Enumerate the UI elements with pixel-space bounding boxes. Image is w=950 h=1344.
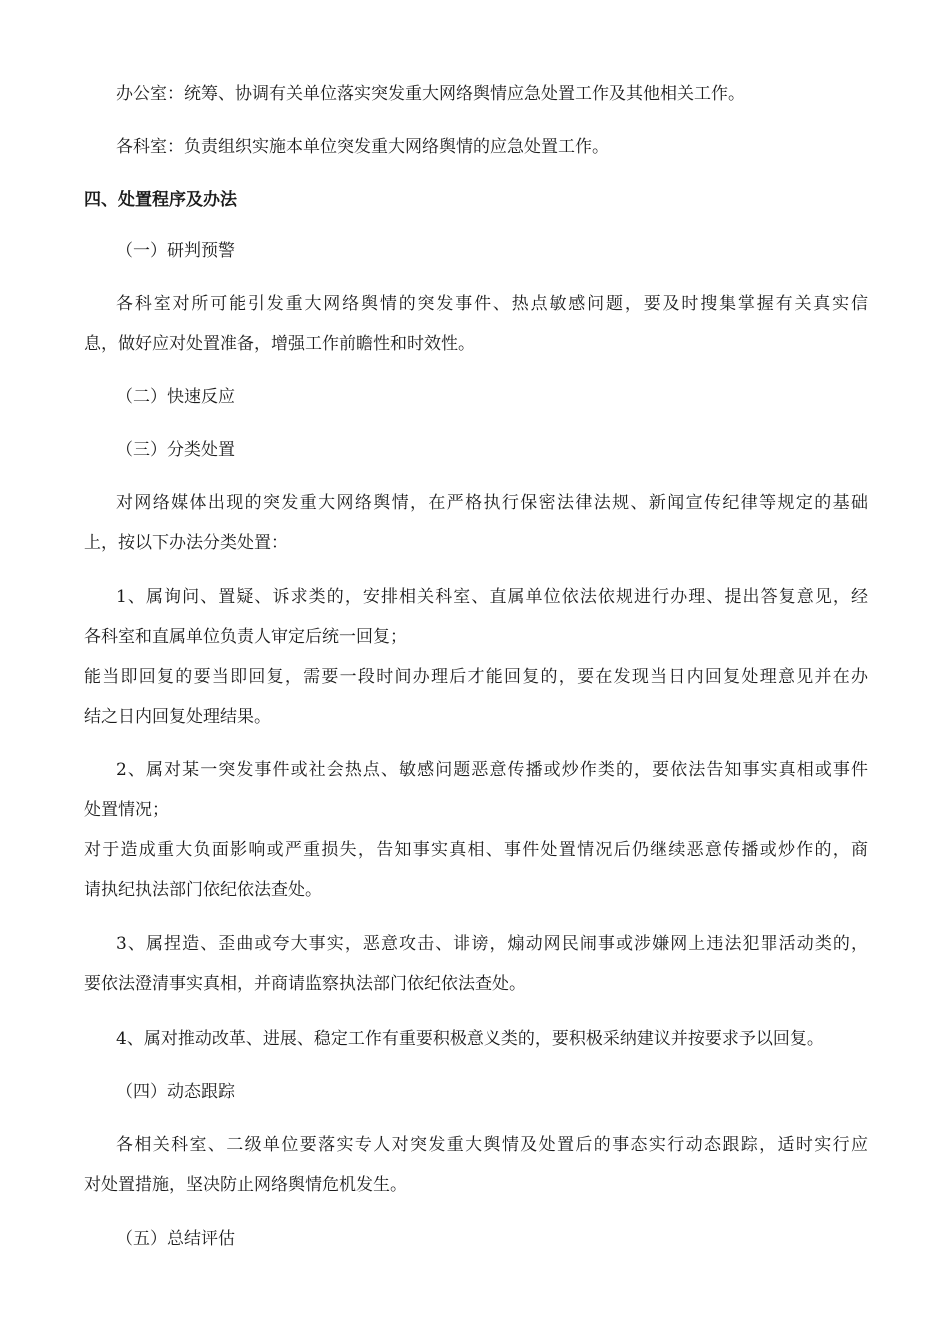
list-item-4-line1: 4、属对推动改革、进展、稳定工作有重要积极意义类的，要积极采纳建议并按要求予以回复。 [116, 1029, 824, 1049]
list-item-2-line2: 处置情况； [84, 800, 169, 820]
list-item-1-line3: 能当即回复的要当即回复，需要一段时间办理后才能回复的，要在发现当日内回复处理意见并在办 [84, 667, 868, 687]
list-item-3-line1: 3、属捏造、歪曲或夸大事实，恶意攻击、诽谤，煽动网民闹事或涉嫌网上违法犯罪活动类的， [116, 934, 868, 954]
paragraph-sections: 各科室：负责组织实施本单位突发重大网络舆情的应急处置工作。 [116, 137, 609, 157]
list-item-1-line2: 各科室和直属单位负责人审定后统一回复； [84, 627, 407, 647]
list-item-1-line1: 1、属询问、置疑、诉求类的，安排相关科室、直属单位依法依规进行办理、提出答复意见，经 [116, 587, 868, 607]
list-item-3-line2: 要依法澄清事实真相，并商请监察执法部门依纪依法查处。 [84, 974, 526, 994]
list-item-2-line3: 对于造成重大负面影响或严重损失，告知事实真相、事件处置情况后仍继续恶意传播或炒作的，商 [84, 840, 868, 860]
subheading-research-warning: （一）研判预警 [116, 241, 235, 261]
paragraph-tracking-line2: 对处置措施，坚决防止网络舆情危机发生。 [84, 1175, 407, 1195]
subheading-summary-evaluation: （五）总结评估 [116, 1229, 235, 1249]
section-heading-4: 四、处置程序及办法 [84, 190, 237, 210]
list-item-2-line4: 请执纪执法部门依纪依法查处。 [84, 880, 322, 900]
list-item-2-line1: 2、属对某一突发事件或社会热点、敏感问题恶意传播或炒作类的，要依法告知事实真相或事件 [116, 760, 868, 780]
paragraph-tracking-line1: 各相关科室、二级单位要落实专人对突发重大舆情及处置后的事态实行动态跟踪，适时实行应 [116, 1135, 868, 1155]
paragraph-research-line2: 息，做好应对处置准备，增强工作前瞻性和时效性。 [84, 334, 475, 354]
paragraph-research-line1: 各科室对所可能引发重大网络舆情的突发事件、热点敏感问题，要及时搜集掌握有关真实信 [116, 294, 868, 314]
paragraph-classified-line1: 对网络媒体出现的突发重大网络舆情，在严格执行保密法律法规、新闻宣传纪律等规定的基础 [116, 493, 868, 513]
list-item-1-line4: 结之日内回复处理结果。 [84, 707, 271, 727]
subheading-quick-response: （二）快速反应 [116, 387, 235, 407]
subheading-dynamic-tracking: （四）动态跟踪 [116, 1082, 235, 1102]
paragraph-office: 办公室：统筹、协调有关单位落实突发重大网络舆情应急处置工作及其他相关工作。 [116, 84, 745, 104]
subheading-classified-handling: （三）分类处置 [116, 440, 235, 460]
paragraph-classified-line2: 上，按以下办法分类处置： [84, 533, 288, 553]
